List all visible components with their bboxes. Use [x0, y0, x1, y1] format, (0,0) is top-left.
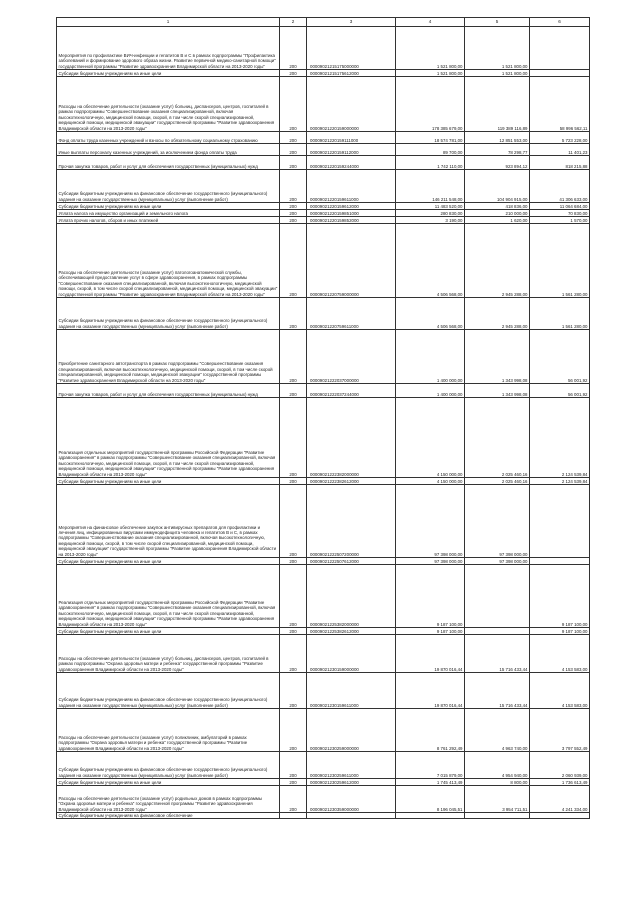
row-description: Расходы на обеспечение деятельности (оказание услуг) поликлиник, амбулаторий в рамках подпрограммы "Охрана здоровья матери и ребенка" государственной программы "Развитие здравоохранения Владимирской области на 2013-2020 годы" [57, 709, 280, 752]
row-unexecuted-amount: 3 797 552,49 [530, 709, 590, 752]
row-executed-amount: 418 836,00 [465, 203, 530, 210]
row-admin-code: 200 [280, 485, 307, 558]
row-budget-code: 00009021230259000000 [307, 709, 396, 752]
row-executed-amount: 15 716 433,44 [465, 635, 530, 673]
row-budget-code: 00009021220159612000 [307, 203, 396, 210]
row-description: Реализация отдельных мероприятий государственной программы Российской Федерации "Развитие здравоохранения" в рамках подпрограммы "Совершенствование оказания специализированной, включая высокотехнологичную, медицинской помощи, скорой, в том числе скорой специализированной, медицинской помощи, медицинской эвакуации" государственной программы "Развитие здравоохранения Владимирской области на 2013-2020 годы" [57, 565, 280, 628]
row-description: Уплата прочих налогов, сборов и иных платежей [57, 217, 280, 224]
table-row [57, 144, 590, 156]
table-row [57, 635, 590, 673]
table-row [57, 217, 590, 224]
row-budget-code: 00009021222382612000 [307, 478, 396, 485]
row-approved-amount: 1 521 800,00 [396, 70, 465, 77]
row-approved-amount: 19 870 016,44 [396, 635, 465, 673]
row-approved-amount: 1 400 000,00 [396, 384, 465, 398]
row-admin-code: 200 [280, 224, 307, 298]
table-row [57, 210, 590, 217]
budget-report-sheet [56, 17, 589, 819]
row-description: Субсидии бюджетным учреждениям на финансовое обеспечение государственного (муниципального) задания на оказание государственных (муниципальных) услуг (выполнение работ) [57, 298, 280, 330]
table-row [57, 786, 590, 813]
row-budget-code: 00009021220759611000 [307, 298, 396, 330]
row-executed-amount [465, 813, 530, 819]
row-unexecuted-amount: 5 723 228,00 [530, 132, 590, 144]
table-row [57, 330, 590, 384]
row-admin-code: 200 [280, 565, 307, 628]
row-admin-code [280, 813, 307, 819]
row-description: Расходы на обеспечение деятельности (оказание услуг) больниц, диспансеров, центров, госпиталей в рамках подпрограммы "Охрана здоровья матери и ребенка" государственной программы "Развитие здравоохранения Владимирской области на 2013-2020 годы" [57, 635, 280, 673]
row-approved-amount: 9 187 100,00 [396, 628, 465, 635]
row-unexecuted-amount: 4 153 583,00 [530, 673, 590, 709]
table-row [57, 565, 590, 628]
row-description: Субсидии бюджетным учреждениям на финансовое обеспечение государственного (муниципального) задания на оказание государственных (муниципальных) услуг (выполнение работ) [57, 752, 280, 779]
header-cell: 3 [307, 18, 396, 27]
row-unexecuted-amount: 2 060 939,00 [530, 752, 590, 779]
row-description: Субсидии бюджетным учреждениям на финансовое обеспечение государственного (муниципального) задания на оказание государственных (муниципальных) услуг (выполнение работ) [57, 673, 280, 709]
row-approved-amount: 8 196 045,51 [396, 786, 465, 813]
row-approved-amount: 18 574 781,00 [396, 132, 465, 144]
table-row [57, 779, 590, 786]
row-admin-code: 200 [280, 786, 307, 813]
row-admin-code: 200 [280, 27, 307, 70]
row-unexecuted-amount [530, 70, 590, 77]
row-unexecuted-amount [530, 558, 590, 565]
row-executed-amount: 2 945 288,00 [465, 298, 530, 330]
row-executed-amount: 210 000,00 [465, 210, 530, 217]
table-row [57, 628, 590, 635]
row-description: Субсидии бюджетным учреждениям на иные цели [57, 558, 280, 565]
row-budget-code: 00009021222037000000 [307, 330, 396, 384]
row-unexecuted-amount: 1 570,00 [530, 217, 590, 224]
row-executed-amount: 2 025 460,16 [465, 478, 530, 485]
row-budget-code: 00009021222507200000 [307, 485, 396, 558]
row-executed-amount: 15 716 433,44 [465, 673, 530, 709]
row-approved-amount: 4 150 000,00 [396, 478, 465, 485]
row-approved-amount [396, 813, 465, 819]
row-budget-code: 00009021220159852000 [307, 217, 396, 224]
row-budget-code: 00009021230359000000 [307, 786, 396, 813]
row-unexecuted-amount: 41 306 633,00 [530, 170, 590, 203]
row-approved-amount: 1 745 413,49 [396, 779, 465, 786]
table-row [57, 77, 590, 132]
row-budget-code: 00009021220159244000 [307, 156, 396, 170]
row-unexecuted-amount [530, 27, 590, 70]
row-description: Расходы на обеспечение деятельности (оказание услуг) родильных домов в рамках подпрограммы "Охрана здоровья матери и ребенка" государственной программы "Развитие здравоохранения Владимирской области на 2013-2020 годы" [57, 786, 280, 813]
row-executed-amount: 1 620,00 [465, 217, 530, 224]
row-approved-amount: 97 398 000,00 [396, 558, 465, 565]
row-approved-amount: 7 015 879,00 [396, 752, 465, 779]
row-admin-code: 200 [280, 635, 307, 673]
row-description: Субсидии бюджетным учреждениям на иные цели [57, 478, 280, 485]
budget-table-body [57, 18, 590, 819]
row-description: Субсидии бюджетным учреждениям на иные цели [57, 70, 280, 77]
table-row [57, 485, 590, 558]
row-executed-amount: 8 800,00 [465, 779, 530, 786]
row-unexecuted-amount [530, 813, 590, 819]
row-admin-code: 200 [280, 170, 307, 203]
row-executed-amount: 1 343 998,08 [465, 330, 530, 384]
row-admin-code: 200 [280, 628, 307, 635]
table-row [57, 156, 590, 170]
header-cell: 1 [57, 18, 280, 27]
table-row [57, 709, 590, 752]
table-row [57, 558, 590, 565]
row-unexecuted-amount [530, 485, 590, 558]
row-description: Уплата налога на имущество организаций и земельного налога [57, 210, 280, 217]
row-unexecuted-amount: 9 187 100,00 [530, 565, 590, 628]
row-executed-amount [465, 628, 530, 635]
row-budget-code: 00009021220159111000 [307, 132, 396, 144]
row-approved-amount: 9 187 100,00 [396, 565, 465, 628]
row-budget-code: 00009021220159000000 [307, 77, 396, 132]
row-unexecuted-amount: 1 561 280,00 [530, 224, 590, 298]
row-executed-amount: 1 521 800,00 [465, 27, 530, 70]
row-budget-code: 00009021220159112000 [307, 144, 396, 156]
row-unexecuted-amount: 818 215,88 [530, 156, 590, 170]
row-executed-amount: 1 343 998,08 [465, 384, 530, 398]
row-unexecuted-amount: 9 187 100,00 [530, 628, 590, 635]
row-unexecuted-amount: 4 241 334,00 [530, 786, 590, 813]
row-unexecuted-amount: 2 124 539,84 [530, 398, 590, 478]
row-description: Субсидии бюджетным учреждениям на финансовое обеспечение государственного (муниципального) задания на оказание государственных (муниципальных) услуг (выполнение работ) [57, 170, 280, 203]
row-budget-code: 00009021215175000000 [307, 27, 396, 70]
row-admin-code: 200 [280, 132, 307, 144]
table-row [57, 813, 590, 819]
table-row [57, 298, 590, 330]
header-cell: 6 [530, 18, 590, 27]
row-budget-code: 00009021225382612000 [307, 628, 396, 635]
row-approved-amount: 4 506 568,00 [396, 224, 465, 298]
row-admin-code: 200 [280, 709, 307, 752]
row-executed-amount [465, 565, 530, 628]
row-budget-code: 00009021230159611000 [307, 673, 396, 709]
row-description: Субсидии бюджетным учреждениям на финансовое обеспечение [57, 813, 280, 819]
row-admin-code: 200 [280, 398, 307, 478]
row-unexecuted-amount: 4 153 583,00 [530, 635, 590, 673]
row-description: Расходы на обеспечение деятельности (оказание услуг) больниц, диспансеров, центров, госпиталей в рамках подпрограммы "Совершенствование оказания специализированной, включая высокотехнологичную, медицинской помощи, скорой, в том числе скорой специализированной, медицинской помощи, медицинской эвакуации" государственной программы "Развитие здравоохранения Владимирской области на 2013-2020 годы" [57, 77, 280, 132]
row-budget-code: 00009021230259612000 [307, 779, 396, 786]
row-description: Прочая закупка товаров, работ и услуг для обеспечения государственных (муниципальных) нужд [57, 384, 280, 398]
row-description: Субсидии бюджетным учреждениям на иные цели [57, 203, 280, 210]
row-approved-amount: 11 483 520,00 [396, 203, 465, 210]
row-approved-amount: 1 400 000,00 [396, 330, 465, 384]
row-approved-amount: 8 761 292,49 [396, 709, 465, 752]
row-admin-code: 200 [280, 217, 307, 224]
row-unexecuted-amount: 56 001,92 [530, 384, 590, 398]
row-description: Иные выплаты персоналу казенных учреждений, за исключением фонда оплаты труда [57, 144, 280, 156]
row-description: Расходы на обеспечение деятельности (оказание услуг) патологоанатомической службы, обеспечивающей предоставление услуг в сфере здравоохранения, в рамках подпрограммы "Совершенствование оказания специализированной, включая высокотехнологичную, медицинской помощи, скорой, в том числе скорой специализированной, медицинской помощи, медицинской эвакуации" государственной программы "Развитие здравоохранения Владимирской области на 2013-2020 годы" [57, 224, 280, 298]
table-row [57, 132, 590, 144]
header-cell: 5 [465, 18, 530, 27]
row-unexecuted-amount: 11 064 684,00 [530, 203, 590, 210]
row-budget-code: 00009021222382000000 [307, 398, 396, 478]
row-executed-amount: 97 398 000,00 [465, 485, 530, 558]
table-row [57, 398, 590, 478]
row-approved-amount: 1 742 110,00 [396, 156, 465, 170]
row-unexecuted-amount: 2 124 539,84 [530, 478, 590, 485]
row-unexecuted-amount: 1 561 280,00 [530, 298, 590, 330]
row-admin-code: 200 [280, 673, 307, 709]
row-approved-amount: 3 190,00 [396, 217, 465, 224]
row-executed-amount: 97 398 000,00 [465, 558, 530, 565]
row-budget-code: 00009021225382000000 [307, 565, 396, 628]
row-unexecuted-amount: 1 736 613,49 [530, 779, 590, 786]
table-row [57, 70, 590, 77]
row-admin-code: 200 [280, 558, 307, 565]
row-approved-amount: 19 870 016,44 [396, 673, 465, 709]
row-approved-amount: 178 385 679,00 [396, 77, 465, 132]
row-admin-code: 200 [280, 384, 307, 398]
row-budget-code: 00009021215175612000 [307, 70, 396, 77]
row-executed-amount: 12 851 553,00 [465, 132, 530, 144]
row-admin-code: 200 [280, 298, 307, 330]
row-unexecuted-amount: 11 401,23 [530, 144, 590, 156]
row-approved-amount: 1 521 800,00 [396, 27, 465, 70]
table-header-row [57, 18, 590, 27]
budget-table [56, 17, 590, 819]
header-cell: 2 [280, 18, 307, 27]
row-admin-code: 200 [280, 144, 307, 156]
row-budget-code: 00009021220759000000 [307, 224, 396, 298]
row-executed-amount: 4 963 740,00 [465, 709, 530, 752]
row-admin-code: 200 [280, 156, 307, 170]
row-budget-code: 00009021220159611000 [307, 170, 396, 203]
row-description: Мероприятия на финансовое обеспечение закупок антивирусных препаратов для профилактики и лечения лиц, инфицированных вирусами иммунодефицита человека и гепатитов В и С, в рамках подпрограммы "Совершенствование оказания специализированной, включая высокотехнологичную, медицинской помощи, скорой, в том числе скорой специализированной, медицинской помощи, медицинской эвакуации" государственной программы "Развитие здравоохранения Владимирской области на 2013-2020 годы" [57, 485, 280, 558]
table-row [57, 170, 590, 203]
table-row [57, 203, 590, 210]
row-admin-code: 200 [280, 70, 307, 77]
row-budget-code: 00009021222037244000 [307, 384, 396, 398]
row-approved-amount: 89 700,00 [396, 144, 465, 156]
row-budget-code [307, 813, 396, 819]
row-admin-code: 200 [280, 752, 307, 779]
row-description: Реализация отдельных мероприятий государственной программы Российской Федерации "Развитие здравоохранения" в рамках подпрограммы "Совершенствование оказания специализированной, включая высокотехнологичную, медицинской помощи, скорой, в том числе скорой специализированной, медицинской помощи, медицинской эвакуации" государственной программы "Развитие здравоохранения Владимирской области на 2013-2020 годы" [57, 398, 280, 478]
row-approved-amount: 146 211 548,00 [396, 170, 465, 203]
row-description: Субсидии бюджетным учреждениям на иные цели [57, 628, 280, 635]
table-row [57, 478, 590, 485]
row-budget-code: 00009021230259611000 [307, 752, 396, 779]
row-admin-code: 200 [280, 779, 307, 786]
row-unexecuted-amount: 58 996 562,11 [530, 77, 590, 132]
row-description: Приобретение санитарного автотранспорта в рамках подпрограммы "Совершенствование оказания специализированной, включая высокотехнологичную, медицинской помощи, скорой, в том числе скорой специализированной, медицинской помощи, медицинской эвакуации" государственной программы "Развитие здравоохранения Владимирской области на 2013-2020 годы" [57, 330, 280, 384]
header-cell: 4 [396, 18, 465, 27]
row-description: Прочая закупка товаров, работ и услуг для обеспечения государственных (муниципальных) нужд [57, 156, 280, 170]
table-row [57, 27, 590, 70]
row-admin-code: 200 [280, 203, 307, 210]
row-approved-amount: 4 150 000,00 [396, 398, 465, 478]
row-admin-code: 200 [280, 77, 307, 132]
row-executed-amount: 119 389 116,89 [465, 77, 530, 132]
row-executed-amount: 4 954 940,00 [465, 752, 530, 779]
row-executed-amount: 78 298,77 [465, 144, 530, 156]
table-row [57, 673, 590, 709]
row-unexecuted-amount: 70 830,00 [530, 210, 590, 217]
row-admin-code: 200 [280, 210, 307, 217]
row-executed-amount: 1 521 800,00 [465, 70, 530, 77]
row-executed-amount: 3 954 711,51 [465, 786, 530, 813]
row-admin-code: 200 [280, 478, 307, 485]
row-budget-code: 00009021230159000000 [307, 635, 396, 673]
row-admin-code: 200 [280, 330, 307, 384]
row-executed-amount: 2 025 460,16 [465, 398, 530, 478]
row-approved-amount: 4 506 568,00 [396, 298, 465, 330]
row-approved-amount: 97 398 000,00 [396, 485, 465, 558]
table-row [57, 752, 590, 779]
row-executed-amount: 104 904 915,00 [465, 170, 530, 203]
row-executed-amount: 923 894,12 [465, 156, 530, 170]
row-description: Мероприятия по профилактике ВИЧ-инфекции и гепатитов В и С в рамках подпрограммы "Профилактика заболеваний и формирование здорового образа жизни. Развитие первичной медико-санитарной помощи" государственной программы "Развитие здравоохранения Владимирской области на 2013-2020 годы" [57, 27, 280, 70]
row-executed-amount: 2 945 288,00 [465, 224, 530, 298]
row-budget-code: 00009021220159851000 [307, 210, 396, 217]
table-row [57, 384, 590, 398]
row-approved-amount: 280 830,00 [396, 210, 465, 217]
row-description: Субсидии бюджетным учреждениям на иные цели [57, 779, 280, 786]
table-row [57, 224, 590, 298]
row-description: Фонд оплаты труда казенных учреждений и взносы по обязательному социальному страхованию [57, 132, 280, 144]
row-unexecuted-amount: 56 001,92 [530, 330, 590, 384]
row-budget-code: 00009021222507612000 [307, 558, 396, 565]
